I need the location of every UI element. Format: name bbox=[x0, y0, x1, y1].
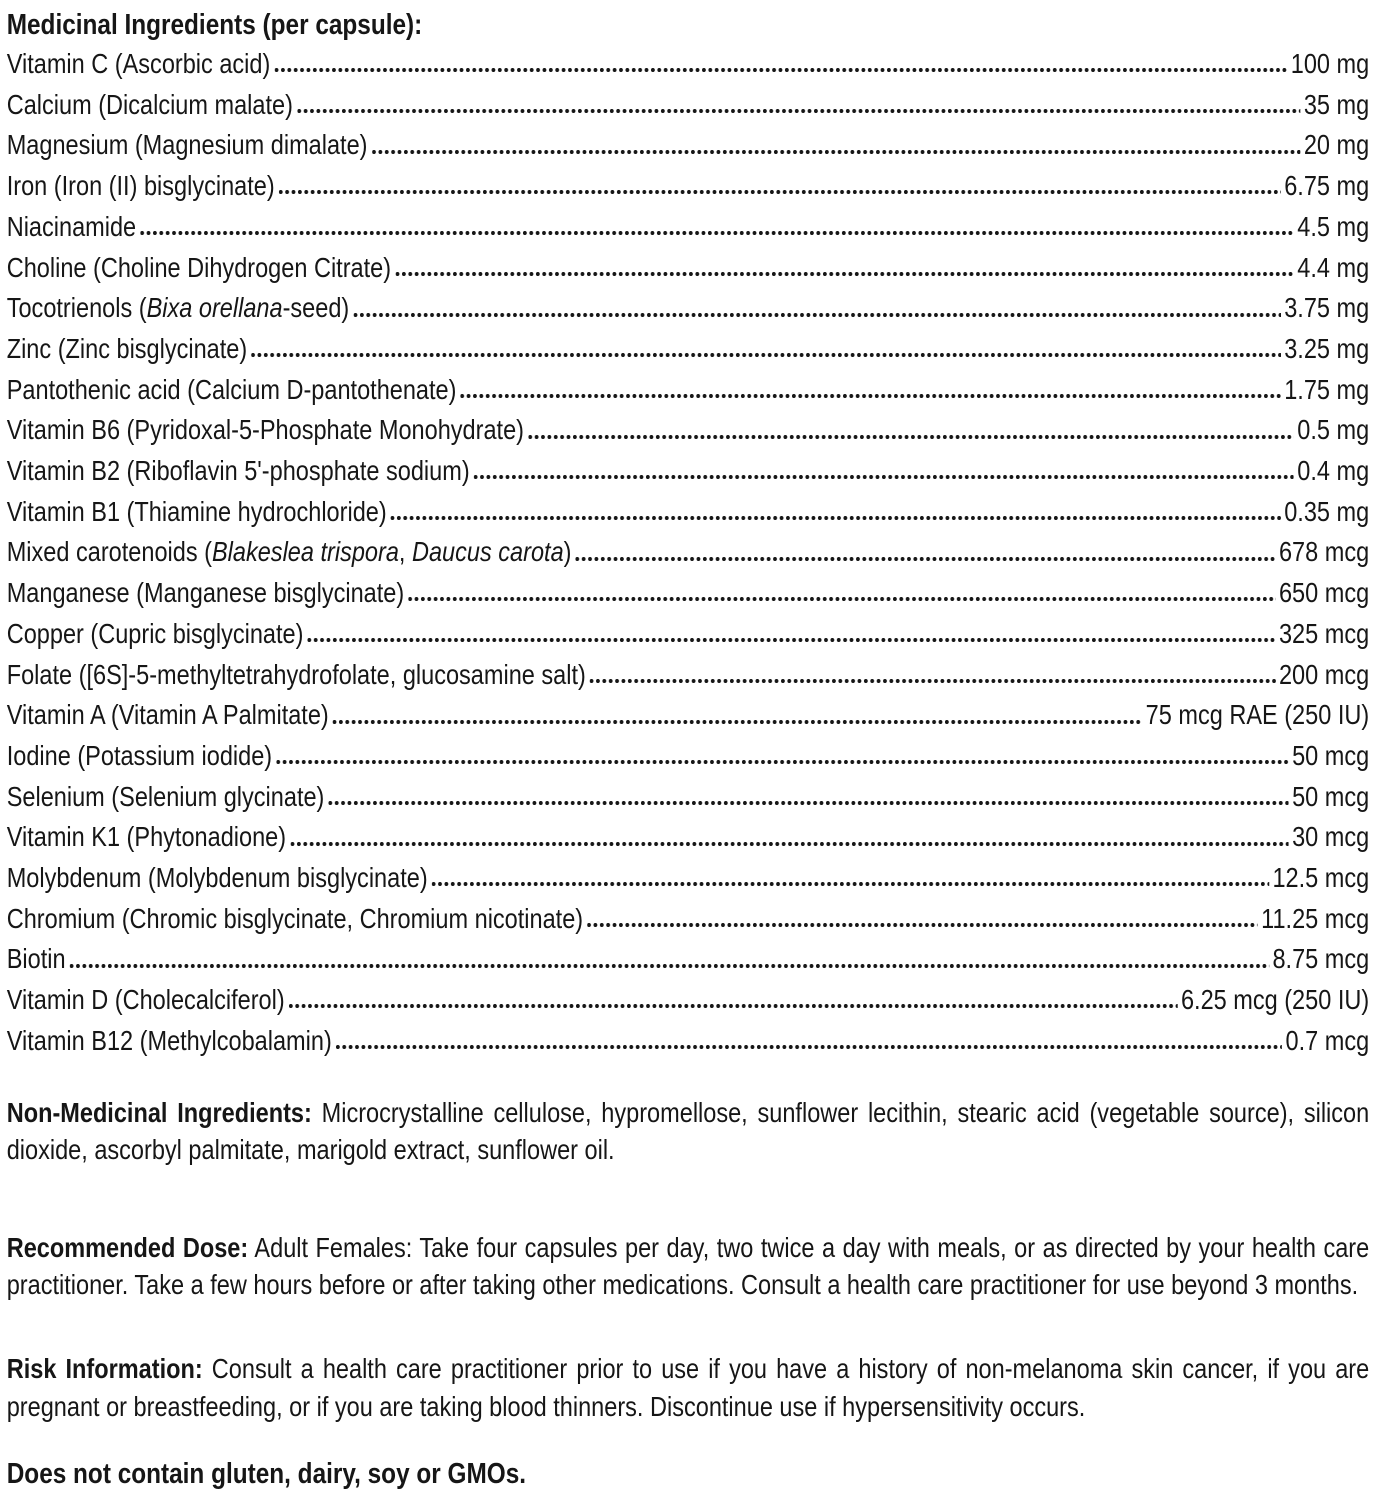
ingredient-name: Zinc (Zinc bisglycinate) bbox=[6, 332, 248, 364]
ingredient-amount: 3.75 mg bbox=[1284, 292, 1370, 324]
ingredient-amount: 0.35 mg bbox=[1284, 495, 1370, 527]
contains-statement: Does not contain gluten, dairy, soy or GMOs. bbox=[6, 1458, 527, 1491]
ingredient-amount: 0.7 mcg bbox=[1285, 1024, 1370, 1056]
ingredient-row bbox=[7, 532, 1369, 573]
ingredient-amount: 8.75 mcg bbox=[1272, 943, 1370, 975]
ingredient-amount: 200 mcg bbox=[1278, 658, 1370, 690]
ingredient-row bbox=[7, 410, 1369, 451]
dotted-leader bbox=[461, 370, 1281, 411]
ingredient-amount: 0.5 mg bbox=[1297, 414, 1370, 446]
ingredient-amount: 75 mcg RAE (250 IU) bbox=[1145, 699, 1370, 731]
ingredient-name: Calcium (Dicalcium malate) bbox=[6, 88, 293, 120]
ingredient-row bbox=[7, 288, 1369, 329]
ingredient-amount: 0.4 mg bbox=[1297, 455, 1370, 487]
ingredient-name: Mixed carotenoids (Blakeslea trispora, Daucus carota) bbox=[6, 536, 572, 568]
ingredient-name: Vitamin C (Ascorbic acid) bbox=[6, 48, 271, 79]
ingredient-row bbox=[7, 939, 1369, 980]
ingredient-amount: 6.25 mcg (250 IU) bbox=[1180, 984, 1370, 1016]
ingredient-amount: 50 mcg bbox=[1292, 739, 1370, 771]
ingredient-amount: 11.25 mcg bbox=[1261, 902, 1370, 934]
ingredient-name: Biotin bbox=[6, 943, 66, 975]
ingredient-row bbox=[7, 817, 1369, 858]
ingredient-name: Choline (Choline Dihydrogen Citrate) bbox=[6, 251, 392, 283]
ingredient-amount: 4.4 mg bbox=[1297, 251, 1370, 283]
ingredient-name: Vitamin B1 (Thiamine hydrochloride) bbox=[6, 495, 387, 527]
ingredient-row bbox=[7, 736, 1369, 777]
ingredient-name: Vitamin K1 (Phytonadione) bbox=[6, 821, 287, 853]
dotted-leader bbox=[432, 858, 1269, 899]
dotted-leader bbox=[474, 451, 1294, 492]
dotted-leader bbox=[290, 817, 1288, 858]
dotted-leader bbox=[289, 980, 1178, 1021]
ingredient-row bbox=[7, 980, 1369, 1021]
dotted-leader bbox=[297, 85, 1300, 126]
ingredient-name: Copper (Cupric bisglycinate) bbox=[6, 617, 304, 649]
ingredient-row bbox=[7, 573, 1369, 614]
dotted-leader bbox=[408, 573, 1275, 614]
ingredient-amount: 12.5 mcg bbox=[1272, 862, 1370, 894]
dotted-leader bbox=[391, 492, 1281, 533]
ingredient-name: Tocotrienols (Bixa orellana-seed) bbox=[6, 292, 350, 324]
recommended-dose-section bbox=[7, 1229, 1369, 1304]
non-medicinal-heading: Non-Medicinal Ingredients: bbox=[6, 1096, 312, 1128]
ingredient-name: Vitamin A (Vitamin A Palmitate) bbox=[6, 699, 329, 731]
ingredient-row bbox=[7, 248, 1369, 289]
ingredient-row bbox=[7, 85, 1369, 126]
ingredient-name: Vitamin B12 (Methylcobalamin) bbox=[6, 1024, 332, 1056]
ingredient-amount: 50 mcg bbox=[1292, 780, 1370, 812]
recommended-dose-body: Adult Females: Take four capsules per day, two twice a day with meals, or as directed by your health care practitioner. Take a few hours before or after taking other medications. Consult a health care practitioner for use beyond 3 months. bbox=[6, 1231, 1370, 1301]
ingredient-row bbox=[7, 899, 1369, 940]
ingredient-row bbox=[7, 655, 1369, 696]
ingredient-row bbox=[7, 207, 1369, 248]
ingredient-name: Folate ([6S]-5-methyltetrahydrofolate, glucosamine salt) bbox=[6, 658, 586, 690]
ingredient-row bbox=[7, 166, 1369, 207]
dotted-leader bbox=[528, 410, 1294, 451]
ingredient-amount: 100 mg bbox=[1290, 48, 1370, 79]
ingredient-amount: 30 mcg bbox=[1292, 821, 1370, 853]
ingredient-row bbox=[7, 44, 1369, 85]
dotted-leader bbox=[275, 44, 1288, 85]
ingredient-row bbox=[7, 451, 1369, 492]
risk-information-heading: Risk Information: bbox=[6, 1352, 203, 1384]
dotted-leader bbox=[308, 614, 1276, 655]
non-medicinal-section bbox=[7, 1094, 1369, 1169]
ingredient-amount: 20 mg bbox=[1303, 129, 1370, 161]
recommended-dose-heading: Recommended Dose: bbox=[6, 1231, 249, 1263]
dotted-leader bbox=[395, 248, 1294, 289]
ingredient-amount: 1.75 mg bbox=[1284, 373, 1370, 405]
dotted-leader bbox=[276, 736, 1288, 777]
risk-information-section bbox=[7, 1350, 1369, 1425]
ingredient-row bbox=[7, 370, 1369, 411]
ingredient-amount: 6.75 mg bbox=[1284, 170, 1370, 202]
ingredient-name: Selenium (Selenium glycinate) bbox=[6, 780, 325, 812]
ingredient-amount: 678 mcg bbox=[1278, 536, 1370, 568]
dotted-leader bbox=[336, 1021, 1282, 1062]
ingredient-amount: 325 mcg bbox=[1278, 617, 1370, 649]
dotted-leader bbox=[576, 532, 1276, 573]
ingredient-name: Iron (Iron (II) bisglycinate) bbox=[6, 170, 275, 202]
ingredient-row bbox=[7, 492, 1369, 533]
dotted-leader bbox=[251, 329, 1280, 370]
ingredient-row bbox=[7, 125, 1369, 166]
dotted-leader bbox=[70, 939, 1269, 980]
ingredient-amount: 4.5 mg bbox=[1297, 210, 1370, 242]
dotted-leader bbox=[590, 655, 1276, 696]
ingredient-row bbox=[7, 329, 1369, 370]
dotted-leader bbox=[353, 288, 1280, 329]
ingredient-name: Iodine (Potassium iodide) bbox=[6, 739, 273, 771]
ingredients-list bbox=[7, 44, 1369, 1062]
ingredient-row bbox=[7, 1021, 1369, 1062]
ingredient-name: Manganese (Manganese bisglycinate) bbox=[6, 577, 405, 609]
ingredient-name: Vitamin B2 (Riboflavin 5'-phosphate sodium) bbox=[6, 455, 470, 487]
ingredient-amount: 35 mg bbox=[1303, 88, 1370, 120]
ingredient-row bbox=[7, 858, 1369, 899]
dotted-leader bbox=[372, 125, 1301, 166]
ingredient-name: Molybdenum (Molybdenum bisglycinate) bbox=[6, 862, 428, 894]
ingredient-name: Chromium (Chromic bisglycinate, Chromium nicotinate) bbox=[6, 902, 584, 934]
ingredient-amount: 3.25 mg bbox=[1284, 332, 1370, 364]
dotted-leader bbox=[279, 166, 1281, 207]
ingredient-name: Vitamin D (Cholecalciferol) bbox=[6, 984, 285, 1016]
dotted-leader bbox=[140, 207, 1294, 248]
risk-information-body: Consult a health care practitioner prior to use if you have a history of non-melanoma skin cancer, if you are pregnant or breastfeeding, or if you are taking blood thinners. Discontinue use if hypersensitivity occurs. bbox=[6, 1352, 1370, 1422]
ingredient-name: Niacinamide bbox=[6, 210, 137, 242]
ingredient-row bbox=[7, 614, 1369, 655]
dotted-leader bbox=[329, 777, 1289, 818]
ingredient-name: Magnesium (Magnesium dimalate) bbox=[6, 129, 368, 161]
dotted-leader bbox=[333, 695, 1142, 736]
ingredient-row bbox=[7, 777, 1369, 818]
ingredient-row bbox=[7, 695, 1369, 736]
ingredient-amount: 650 mcg bbox=[1278, 577, 1370, 609]
ingredient-name: Vitamin B6 (Pyridoxal-5-Phosphate Monohydrate) bbox=[6, 414, 524, 446]
ingredient-name: Pantothenic acid (Calcium D-pantothenate) bbox=[6, 373, 457, 405]
medicinal-ingredients-heading: Medicinal Ingredients (per capsule): bbox=[6, 9, 423, 41]
dotted-leader bbox=[587, 899, 1257, 940]
non-medicinal-body: Microcrystalline cellulose, hypromellose, sunflower lecithin, stearic acid (vegetable source), silicon dioxide, ascorbyl palmitate, marigold extract, sunflower oil. bbox=[6, 1096, 1370, 1166]
